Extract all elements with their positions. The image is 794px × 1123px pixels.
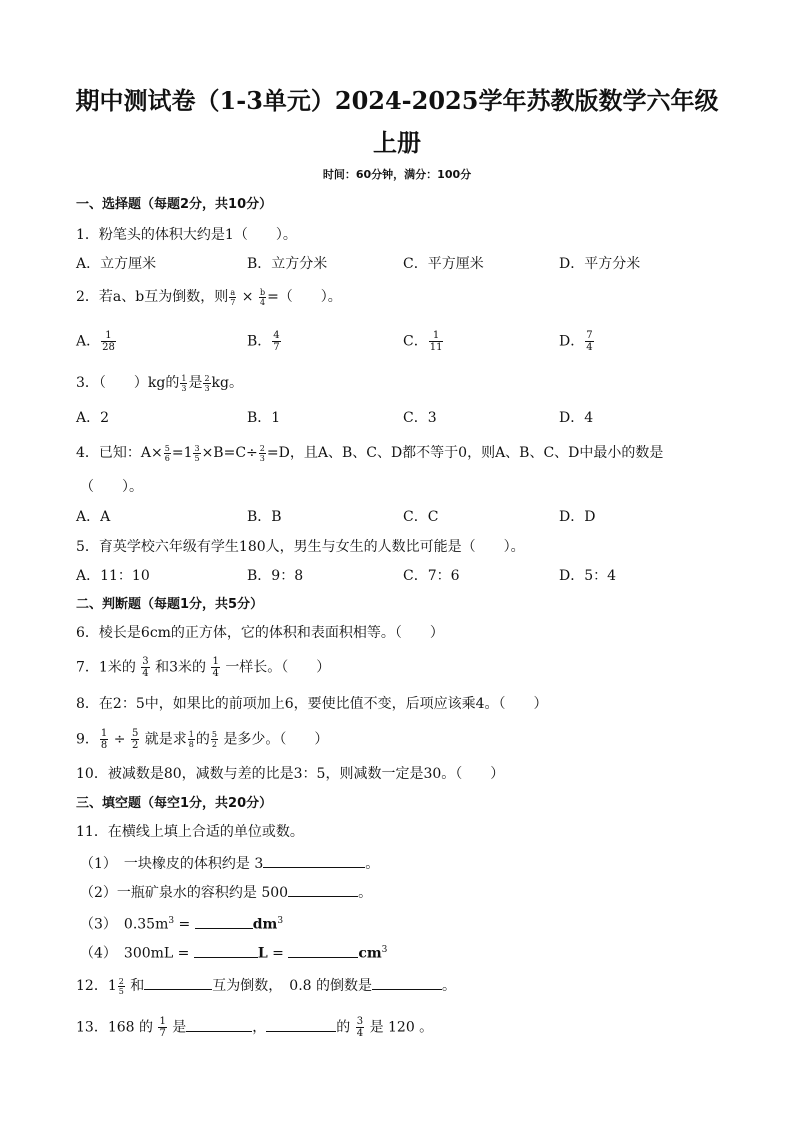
exponent: 3 xyxy=(168,916,175,926)
answer-blank[interactable] xyxy=(288,943,358,958)
fraction xyxy=(429,330,444,353)
numerator: 1 xyxy=(212,656,219,667)
q1-option-a: A．立方厘米 xyxy=(76,256,157,272)
q4-text-4: =D，且A、B、C、D都不等于0，则A、B、C、D中最小的数是 xyxy=(266,445,664,461)
numerator: 1 xyxy=(188,730,194,739)
q4-text-2: =1 xyxy=(171,445,193,461)
q11-3-text: （3） 0.35m xyxy=(80,916,169,933)
denominator: 4 xyxy=(586,342,593,353)
fraction xyxy=(141,656,149,679)
q3-option-a: A．2 xyxy=(76,410,110,426)
fraction xyxy=(272,330,280,353)
denominator: 8 xyxy=(100,740,108,751)
q9-text-4: 是多少。（ ） xyxy=(223,731,329,748)
q3-text-pre: 3．（ ）kg的 xyxy=(76,375,180,391)
q5-option-c: C．7：6 xyxy=(403,568,460,584)
q1-option-d: D．平方分米 xyxy=(559,256,641,272)
q9-text-3: 的 xyxy=(195,731,210,748)
question-10: 10．被减数是80，减数与差的比是3：5，则减数一定是30。（ ） xyxy=(76,766,505,782)
answer-blank[interactable] xyxy=(372,975,442,990)
question-4 xyxy=(76,443,663,463)
numerator: a xyxy=(230,287,236,297)
fraction xyxy=(118,977,125,996)
numerator: 5 xyxy=(164,443,170,453)
q11-part-3 xyxy=(80,911,283,935)
denominator: 7 xyxy=(273,342,280,353)
q4-option-c: C．C xyxy=(403,509,439,525)
times-sign: × xyxy=(241,289,254,305)
q1-option-c: C．平方厘米 xyxy=(403,256,484,272)
question-5: 5．育英学校六年级有学生180人，男生与女生的人数比可能是（ ）。 xyxy=(76,539,525,555)
numerator: 1 xyxy=(101,330,116,342)
answer-blank[interactable] xyxy=(144,975,212,990)
unit-label: dm xyxy=(252,916,278,933)
exponent: 3 xyxy=(277,916,284,926)
q4-answer-paren: （ ）。 xyxy=(80,479,143,495)
q9-text-1: 9． xyxy=(76,731,99,748)
question-12 xyxy=(76,975,456,996)
unit-label: L xyxy=(257,945,268,962)
q12-text-4: 。 xyxy=(442,978,456,994)
fraction xyxy=(101,330,116,353)
q2-option-d xyxy=(559,330,595,353)
fraction xyxy=(164,444,171,463)
answer-blank[interactable] xyxy=(266,1017,336,1032)
denominator: 5 xyxy=(118,986,124,996)
numerator: 5 xyxy=(211,730,217,739)
answer-blank[interactable] xyxy=(288,882,358,897)
numerator: 3 xyxy=(194,443,200,453)
answer-blank[interactable] xyxy=(194,943,258,958)
q3-text-mid: 是 xyxy=(188,375,203,391)
q11-part-2 xyxy=(80,882,372,903)
numerator: 1 xyxy=(429,330,444,342)
fraction xyxy=(188,730,195,749)
question-1: 1．粉笔头的体积大约是1（ ）。 xyxy=(76,227,297,243)
numerator: 1 xyxy=(159,1016,166,1027)
denominator: 7 xyxy=(230,297,236,307)
q3-option-d: D．4 xyxy=(559,410,594,426)
q4-text-3: ×B=C÷ xyxy=(201,445,258,461)
q4-text-1: 4．已知：A× xyxy=(76,445,163,461)
question-6: 6．棱长是6cm的正方体，它的体积和表面积相等。（ ） xyxy=(76,625,444,641)
unit-label: cm xyxy=(358,945,382,962)
answer-blank[interactable] xyxy=(263,853,365,868)
section-heading-choice: 一、选择题（每题2分，共10分） xyxy=(76,197,273,212)
denominator: 3 xyxy=(259,453,265,463)
q2-option-b xyxy=(247,330,282,353)
numerator: 1 xyxy=(100,728,108,739)
fraction xyxy=(211,730,218,749)
numerator: 3 xyxy=(142,656,149,667)
denominator: 4 xyxy=(142,668,149,679)
q13-text-4: 的 xyxy=(336,1019,351,1036)
fraction xyxy=(211,656,219,679)
q3-text-post: kg。 xyxy=(211,375,243,391)
denominator: 28 xyxy=(102,342,115,353)
q7-text-2: 和3米的 xyxy=(155,659,207,676)
denominator: 2 xyxy=(211,740,217,749)
q12-text-1: 12．1 xyxy=(76,978,117,994)
q11-1-end: 。 xyxy=(365,856,380,872)
q2-option-a xyxy=(76,330,117,353)
q2-option-c xyxy=(403,330,444,353)
exam-info: 时间：60分钟，满分：100分 xyxy=(322,168,472,181)
q11-part-4 xyxy=(80,940,387,964)
numerator: 7 xyxy=(586,330,593,341)
fraction xyxy=(259,444,266,463)
q11-2-end: 。 xyxy=(358,885,373,901)
section-heading-fill: 三、填空题（每空1分，共20分） xyxy=(76,796,273,811)
fraction xyxy=(259,288,266,307)
denominator: 4 xyxy=(212,668,219,679)
q11-part-1 xyxy=(80,853,379,874)
fraction xyxy=(193,444,200,463)
fraction xyxy=(180,374,187,393)
q12-text-2: 和 xyxy=(130,978,145,994)
q7-text-3: 一样长。（ ） xyxy=(225,659,331,676)
q5-option-d: D．5：4 xyxy=(559,568,617,584)
question-13 xyxy=(76,1016,433,1039)
q2-text-post: =（ ）。 xyxy=(267,289,342,305)
denominator: 2 xyxy=(131,740,139,751)
fraction xyxy=(203,374,210,393)
q4-option-d: D．D xyxy=(559,509,596,525)
question-9 xyxy=(76,728,328,751)
q4-option-b: B．B xyxy=(247,509,282,525)
q7-text-1: 7．1米的 xyxy=(76,659,136,676)
numerator: 3 xyxy=(356,1016,364,1027)
numerator: 5 xyxy=(131,728,139,739)
fraction xyxy=(158,1016,166,1039)
exponent: 3 xyxy=(381,945,388,955)
q13-text-1: 13．168 的 xyxy=(76,1019,153,1036)
numerator: 2 xyxy=(118,976,124,986)
fraction xyxy=(131,728,139,751)
q2-text-pre: 2．若a、b互为倒数，则 xyxy=(76,289,229,305)
denominator: 6 xyxy=(164,453,170,463)
answer-blank[interactable] xyxy=(195,914,253,929)
q3-option-c: C．3 xyxy=(403,410,437,426)
question-3 xyxy=(76,373,243,393)
option-label: B． xyxy=(247,333,272,350)
answer-blank[interactable] xyxy=(186,1017,252,1032)
denominator: 4 xyxy=(356,1028,364,1039)
q13-text-5: 是 120 。 xyxy=(369,1019,434,1036)
numerator: b xyxy=(259,287,266,297)
q9-text-2: 就是求 xyxy=(144,731,187,748)
q4-option-a: A．A xyxy=(76,509,111,525)
divide-sign: ÷ xyxy=(113,731,126,748)
denominator: 4 xyxy=(259,297,266,307)
q1-option-b: B．立方分米 xyxy=(247,256,328,272)
equals-sign: = xyxy=(174,916,195,933)
denominator: 11 xyxy=(429,342,443,353)
section-heading-judgement: 二、判断题（每题1分，共5分） xyxy=(76,597,264,612)
question-8: 8．在2：5中，如果比的前项加上6，要使比值不变，后项应该乘4。（ ） xyxy=(76,696,548,712)
q12-text-3: 互为倒数， 0.8 的倒数是 xyxy=(212,978,372,994)
denominator: 7 xyxy=(159,1028,166,1039)
numerator: 4 xyxy=(273,330,280,341)
question-2 xyxy=(76,287,342,307)
denominator: 3 xyxy=(204,383,210,393)
page-title: 期中测试卷（1-3单元）2024-2025学年苏教版数学六年级上册 xyxy=(75,86,719,157)
q5-option-a: A．11：10 xyxy=(76,568,150,584)
numerator: 2 xyxy=(204,373,210,383)
question-11: 11．在横线上填上合适的单位或数。 xyxy=(76,824,304,840)
q11-1-text: （1） 一块橡皮的体积约是 3 xyxy=(80,856,264,872)
denominator: 5 xyxy=(194,453,200,463)
fraction xyxy=(585,330,593,353)
option-label: A． xyxy=(76,333,101,350)
question-7 xyxy=(76,656,330,679)
equals-sign: = xyxy=(267,945,289,962)
q13-text-3: ， xyxy=(252,1019,267,1036)
fraction xyxy=(356,1016,364,1039)
q11-2-text: （2）一瓶矿泉水的容积约是 500 xyxy=(80,885,289,901)
option-label: C． xyxy=(403,333,428,350)
fraction xyxy=(100,728,108,751)
q13-text-2: 是 xyxy=(172,1019,187,1036)
option-label: D． xyxy=(559,333,585,350)
numerator: 1 xyxy=(181,373,187,383)
numerator: 2 xyxy=(259,443,265,453)
fraction xyxy=(229,288,236,307)
denominator: 8 xyxy=(188,740,194,749)
q5-option-b: B．9：8 xyxy=(247,568,304,584)
denominator: 3 xyxy=(181,383,187,393)
q11-4-text: （4） 300mL = xyxy=(80,945,194,962)
q3-option-b: B．1 xyxy=(247,410,281,426)
